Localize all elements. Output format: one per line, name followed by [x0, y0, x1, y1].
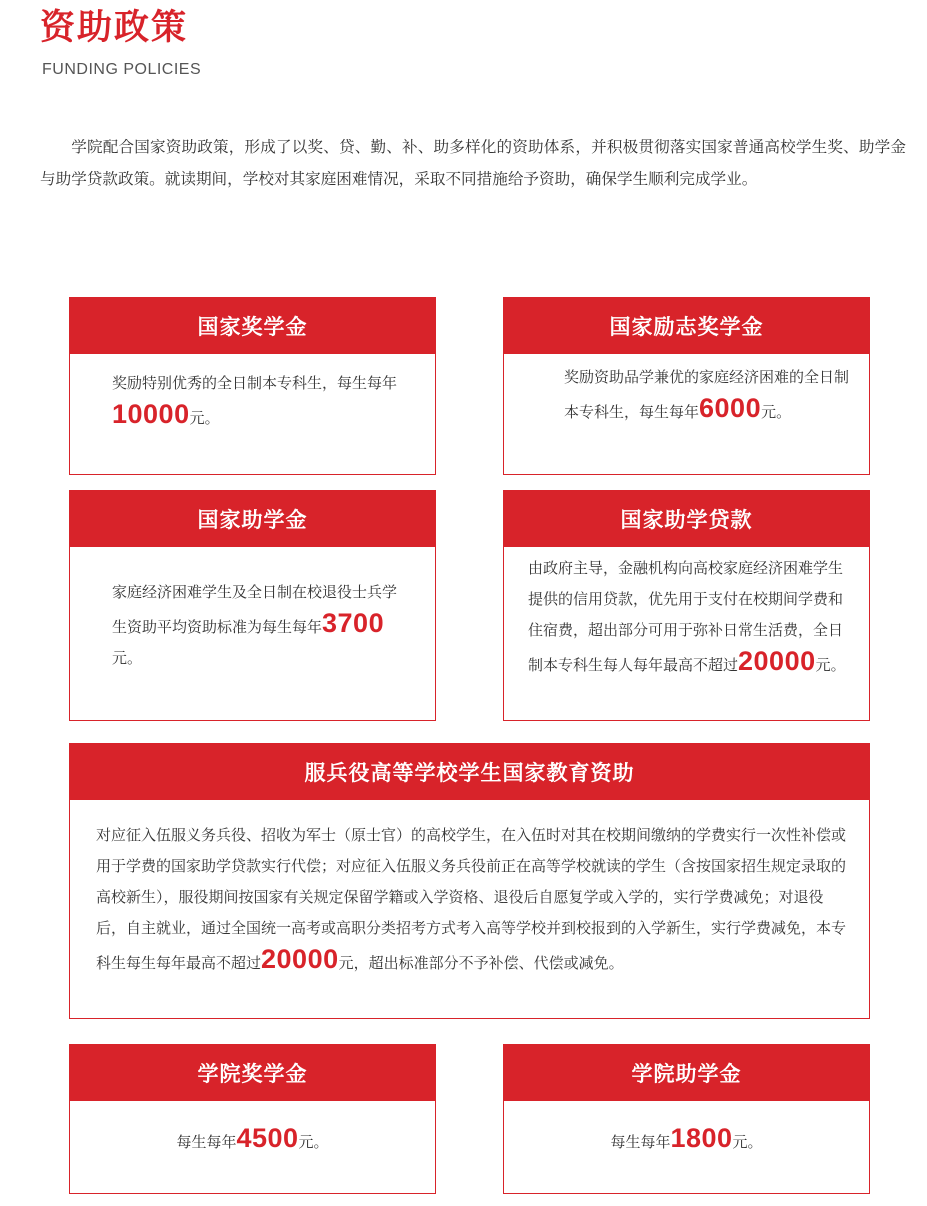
amount: 6000	[699, 393, 762, 423]
card-text-suffix: 元。	[298, 1133, 329, 1151]
amount: 20000	[738, 646, 816, 676]
page-title: 资助政策	[40, 8, 189, 48]
amount: 4500	[236, 1123, 299, 1153]
card-title: 国家奖学金	[70, 298, 435, 354]
card-title: 国家助学贷款	[504, 491, 869, 547]
card-text: 由政府主导，金融机构向高校家庭经济困难学生提供的信用贷款，优先用于支付在校期间学费和住宿费，超出部分可用于弥补日常生活费，全日制本专科生每人每年最高不超过	[528, 559, 844, 674]
card-body	[70, 547, 435, 674]
college-grant-card	[503, 1044, 870, 1194]
card-body	[70, 800, 869, 979]
card-text-suffix: 元。	[189, 409, 220, 427]
card-title: 学院奖学金	[70, 1045, 435, 1101]
national-student-loan-card	[503, 490, 870, 721]
card-text: 每生每年	[610, 1133, 671, 1151]
card-title: 服兵役高等学校学生国家教育资助	[70, 744, 869, 800]
amount: 20000	[261, 944, 339, 974]
card-body	[504, 354, 869, 428]
military-service-aid-card	[69, 743, 870, 1019]
national-grant-card	[69, 490, 436, 721]
card-body	[504, 547, 869, 681]
college-scholarship-card	[69, 1044, 436, 1194]
card-text: 奖励资助品学兼优的家庭经济困难的全日制本专科生，每生每年	[564, 368, 850, 421]
intro-paragraph: 学院配合国家资助政策，形成了以奖、贷、勤、补、助多样化的资助体系，并积极贯彻落实国家普通高校学生奖、助学金与助学贷款政策。就读期间，学校对其家庭困难情况，采取不同措施给予资助，确保学生顺利完成学业。	[40, 138, 906, 188]
card-body	[70, 1101, 435, 1158]
card-text: 家庭经济困难学生及全日制在校退役士兵学生资助平均资助标准为每生每年	[112, 583, 398, 636]
national-scholarship-card	[69, 297, 436, 475]
card-text: 奖励特别优秀的全日制本专科生，每生每年	[112, 374, 398, 392]
card-text: 每生每年	[176, 1133, 237, 1151]
card-text-suffix: 元。	[112, 649, 143, 667]
card-title: 国家助学金	[70, 491, 435, 547]
card-text-suffix: 元。	[761, 403, 792, 421]
card-text: 对应征入伍服义务兵役、招收为军士（原士官）的高校学生，在入伍时对其在校期间缴纳的学费实行一次性补偿或用于学费的国家助学贷款实行代偿；对应征入伍服义务兵役前正在高等学校就读的学生（含按国家招生规定录取的高校新生），服役期间按国家有关规定保留学籍或入学资格、退役后自愿复学或入学的，实行学费减免；对退役后，自主就业，通过全国统一高考或高职分类招考方式考入高等学校并到校报到的入学新生，实行学费减免，本专科生每生每年最高不超过	[96, 826, 847, 972]
national-encouragement-scholarship-card	[503, 297, 870, 475]
amount: 10000	[112, 399, 190, 429]
page-subtitle: FUNDING POLICIES	[42, 61, 202, 78]
amount: 3700	[322, 608, 385, 638]
card-text-suffix: 元。	[732, 1133, 763, 1151]
card-title: 国家励志奖学金	[504, 298, 869, 354]
card-text-suffix: 元。	[815, 656, 846, 674]
amount: 1800	[670, 1123, 733, 1153]
card-text-suffix: 元，超出标准部分不予补偿、代偿或减免。	[338, 954, 624, 972]
card-body	[70, 354, 435, 434]
card-body	[504, 1101, 869, 1158]
card-title: 学院助学金	[504, 1045, 869, 1101]
